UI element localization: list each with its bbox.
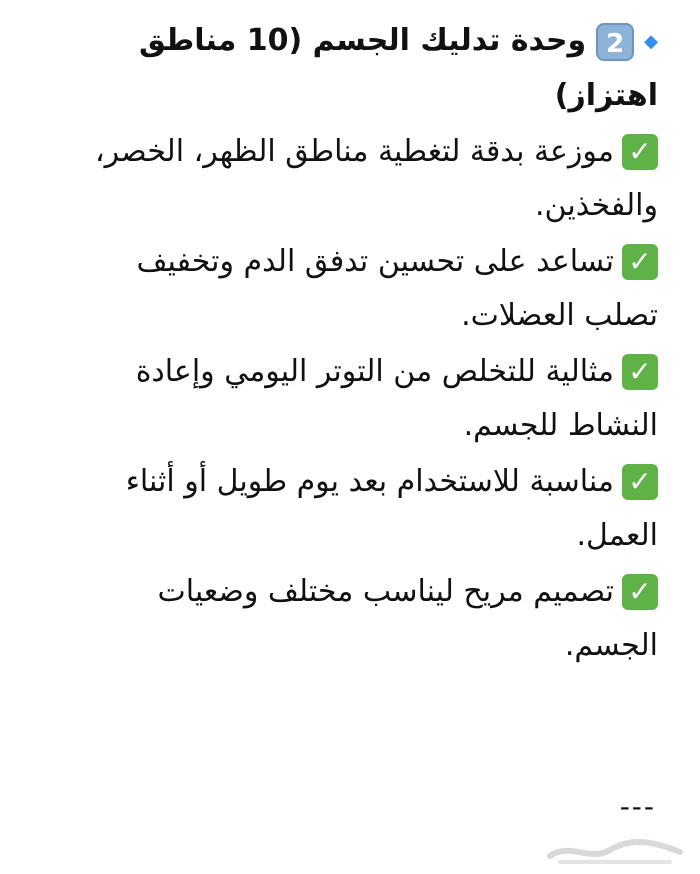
feature-item xyxy=(58,455,658,563)
haraj-watermark-logo xyxy=(540,832,690,868)
feature-text: موزعة بدقة لتغطية مناطق الظهر، الخصر، والفخذين. xyxy=(94,133,658,223)
check-mark-button-icon: ✓ xyxy=(622,244,658,280)
feature-text: تساعد على تحسين تدفق الدم وتخفيف تصلب العضلات. xyxy=(136,243,658,333)
feature-item xyxy=(58,235,658,343)
small-blue-diamond-icon: ◆ xyxy=(644,30,658,52)
check-mark-button-icon: ✓ xyxy=(622,464,658,500)
feature-text: تصميم مريح ليناسب مختلف وضعيات الجسم. xyxy=(157,573,658,663)
feature-item xyxy=(58,345,658,453)
feature-text: مناسبة للاستخدام بعد يوم طويل أو أثناء العمل. xyxy=(125,463,658,553)
section-heading xyxy=(58,14,658,123)
check-mark-button-icon: ✓ xyxy=(622,134,658,170)
post-body xyxy=(58,14,658,675)
feature-item xyxy=(58,125,658,233)
feature-text: مثالية للتخلص من التوتر اليومي وإعادة النشاط للجسم. xyxy=(135,353,658,443)
feature-item xyxy=(58,565,658,673)
separator-line: --- xyxy=(619,790,656,823)
keycap-number-icon: 2 xyxy=(596,23,634,61)
check-mark-button-icon: ✓ xyxy=(622,574,658,610)
check-mark-button-icon: ✓ xyxy=(622,354,658,390)
section-heading-text: وحدة تدليك الجسم (10 مناطق اهتزاز) xyxy=(138,23,658,113)
